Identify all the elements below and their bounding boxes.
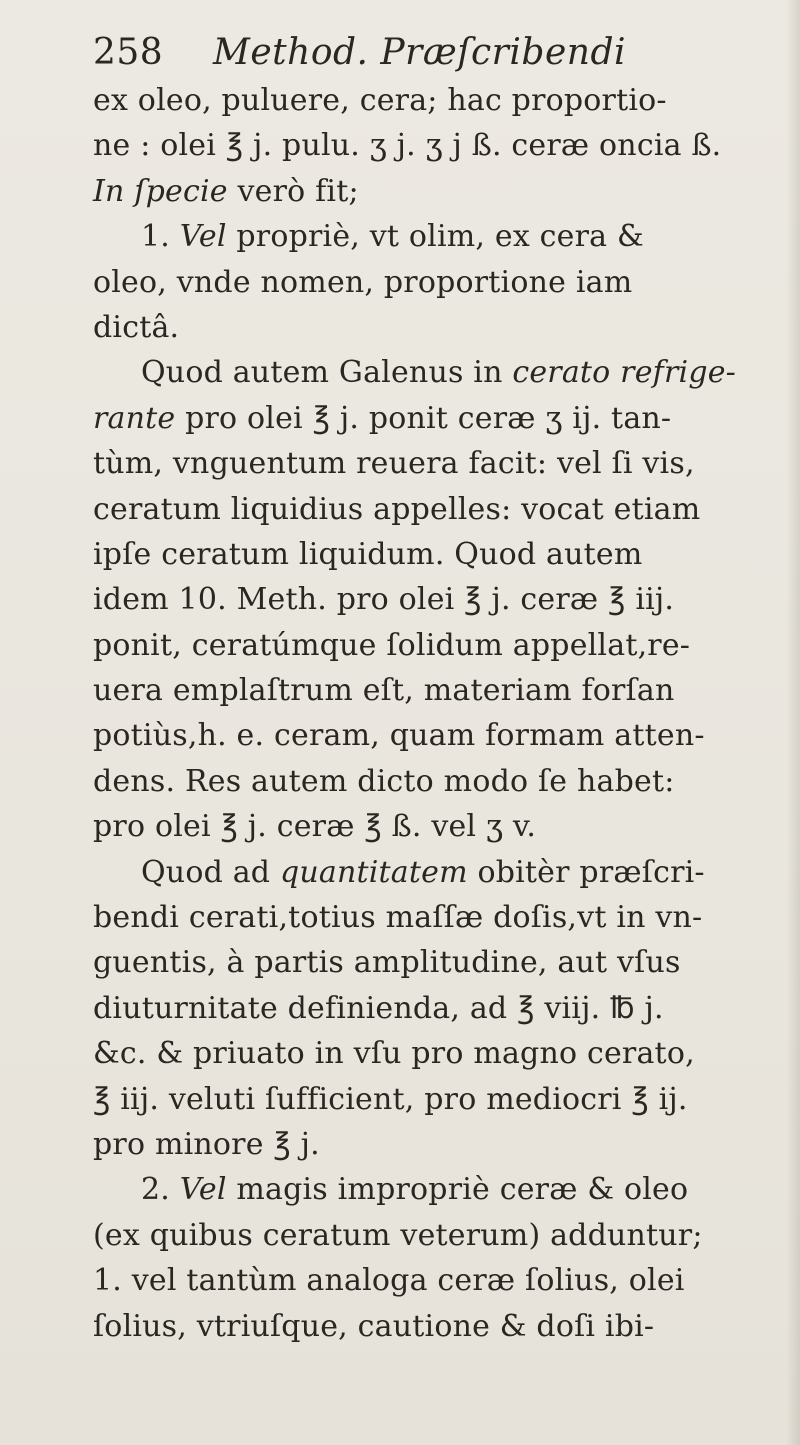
text-line — [93, 759, 793, 804]
text-line — [93, 532, 793, 577]
text-line — [93, 895, 793, 940]
text-line — [93, 78, 793, 123]
text-line — [93, 1077, 793, 1122]
text-line — [93, 850, 793, 895]
text-segment: Quod ad — [141, 854, 280, 890]
text-line — [93, 169, 793, 214]
text-line — [93, 441, 793, 486]
text-segment: pro minore ℥ j. — [93, 1126, 320, 1162]
running-title: Method. Præſcribendi — [213, 32, 626, 73]
text-segment: pro olei ℥ j. ceræ ℥ ß. vel ʒ v. — [93, 809, 537, 845]
italic-text: Vel — [179, 219, 227, 255]
text-segment: ponit, ceratúmque ſolidum appellat,re- — [93, 627, 691, 663]
text-line — [93, 1031, 793, 1076]
text-line — [93, 940, 793, 985]
text-line — [93, 487, 793, 532]
page-header — [93, 28, 793, 78]
text-segment: verò fit; — [227, 173, 359, 209]
text-segment: ne : olei ℥ j. pulu. ʒ j. ʒ j ß. ceræ oncia ß. — [93, 128, 722, 164]
text-segment: obitèr præſcri- — [467, 854, 705, 890]
page-text — [93, 28, 793, 1349]
text-segment: uera emplaſtrum eſt, materiam forſan — [93, 673, 675, 709]
text-segment: ipſe ceratum liquidum. Quod autem — [93, 536, 643, 572]
text-segment: guentis, à partis amplitudine, aut vſus — [93, 945, 681, 981]
text-segment: tùm, vnguentum reuera facit: vel ſi vis, — [93, 446, 695, 482]
text-line — [93, 713, 793, 758]
text-segment: idem 10. Meth. pro olei ℥ j. ceræ ℥ iij. — [93, 582, 675, 618]
text-line — [93, 1258, 793, 1303]
text-line — [93, 577, 793, 622]
text-line — [93, 350, 793, 395]
text-line — [93, 668, 793, 713]
text-segment: ceratum liquidius appelles: vocat etiam — [93, 491, 701, 527]
text-segment: potiùs,h. e. ceram, quam formam atten- — [93, 718, 705, 754]
text-line — [93, 623, 793, 668]
text-segment: diuturnitate definienda, ad ℥ viij. ℔ j. — [93, 990, 664, 1026]
text-line — [93, 804, 793, 849]
text-line — [93, 123, 793, 168]
text-line — [93, 1213, 793, 1258]
text-line — [93, 986, 793, 1031]
text-line — [93, 305, 793, 350]
text-segment: (ex quibus ceratum veterum) adduntur; — [93, 1217, 703, 1253]
text-segment: ex oleo, puluere, cera; hac proportio- — [93, 83, 667, 118]
text-segment: ℥ iij. veluti ſufficient, pro mediocri ℥ ij. — [93, 1081, 688, 1117]
text-segment: magis impropriè ceræ & oleo — [226, 1172, 689, 1208]
italic-text: Vel — [179, 1172, 227, 1208]
italic-text: quantitatem — [279, 854, 468, 890]
text-line — [93, 396, 793, 441]
text-segment: 2. — [141, 1172, 180, 1208]
text-segment: pro olei ℥ j. ponit ceræ ʒ ij. tan- — [175, 400, 672, 436]
text-segment: dens. Res autem dicto modo ſe habet: — [93, 763, 675, 799]
text-segment: 1. vel tantùm analoga ceræ ſolius, olei — [93, 1263, 685, 1299]
text-segment: 1. — [141, 219, 180, 255]
italic-text: In ſpecie — [93, 173, 228, 209]
italic-text: rante — [93, 400, 176, 436]
italic-text: cerato refrige- — [512, 355, 737, 391]
text-line — [93, 1167, 793, 1212]
text-line — [93, 1122, 793, 1167]
text-segment: dictâ. — [93, 309, 180, 345]
body-text — [93, 78, 793, 1349]
text-line — [93, 1304, 793, 1349]
text-segment: bendi cerati,totius maſſæ doſis,vt in vn- — [93, 900, 703, 936]
text-line — [93, 260, 793, 305]
text-segment: Quod autem Galenus in — [141, 355, 513, 391]
text-segment: &c. & priuato in vſu pro magno cerato, — [93, 1036, 695, 1072]
text-segment: propriè, vt olim, ex cera & — [226, 219, 644, 255]
text-line — [93, 214, 793, 259]
text-segment: oleo, vnde nomen, proportione iam — [93, 264, 633, 300]
page-number: 258 — [93, 32, 164, 73]
text-segment: ſolius, vtriuſque, cautione & doſi ibi- — [93, 1308, 655, 1344]
